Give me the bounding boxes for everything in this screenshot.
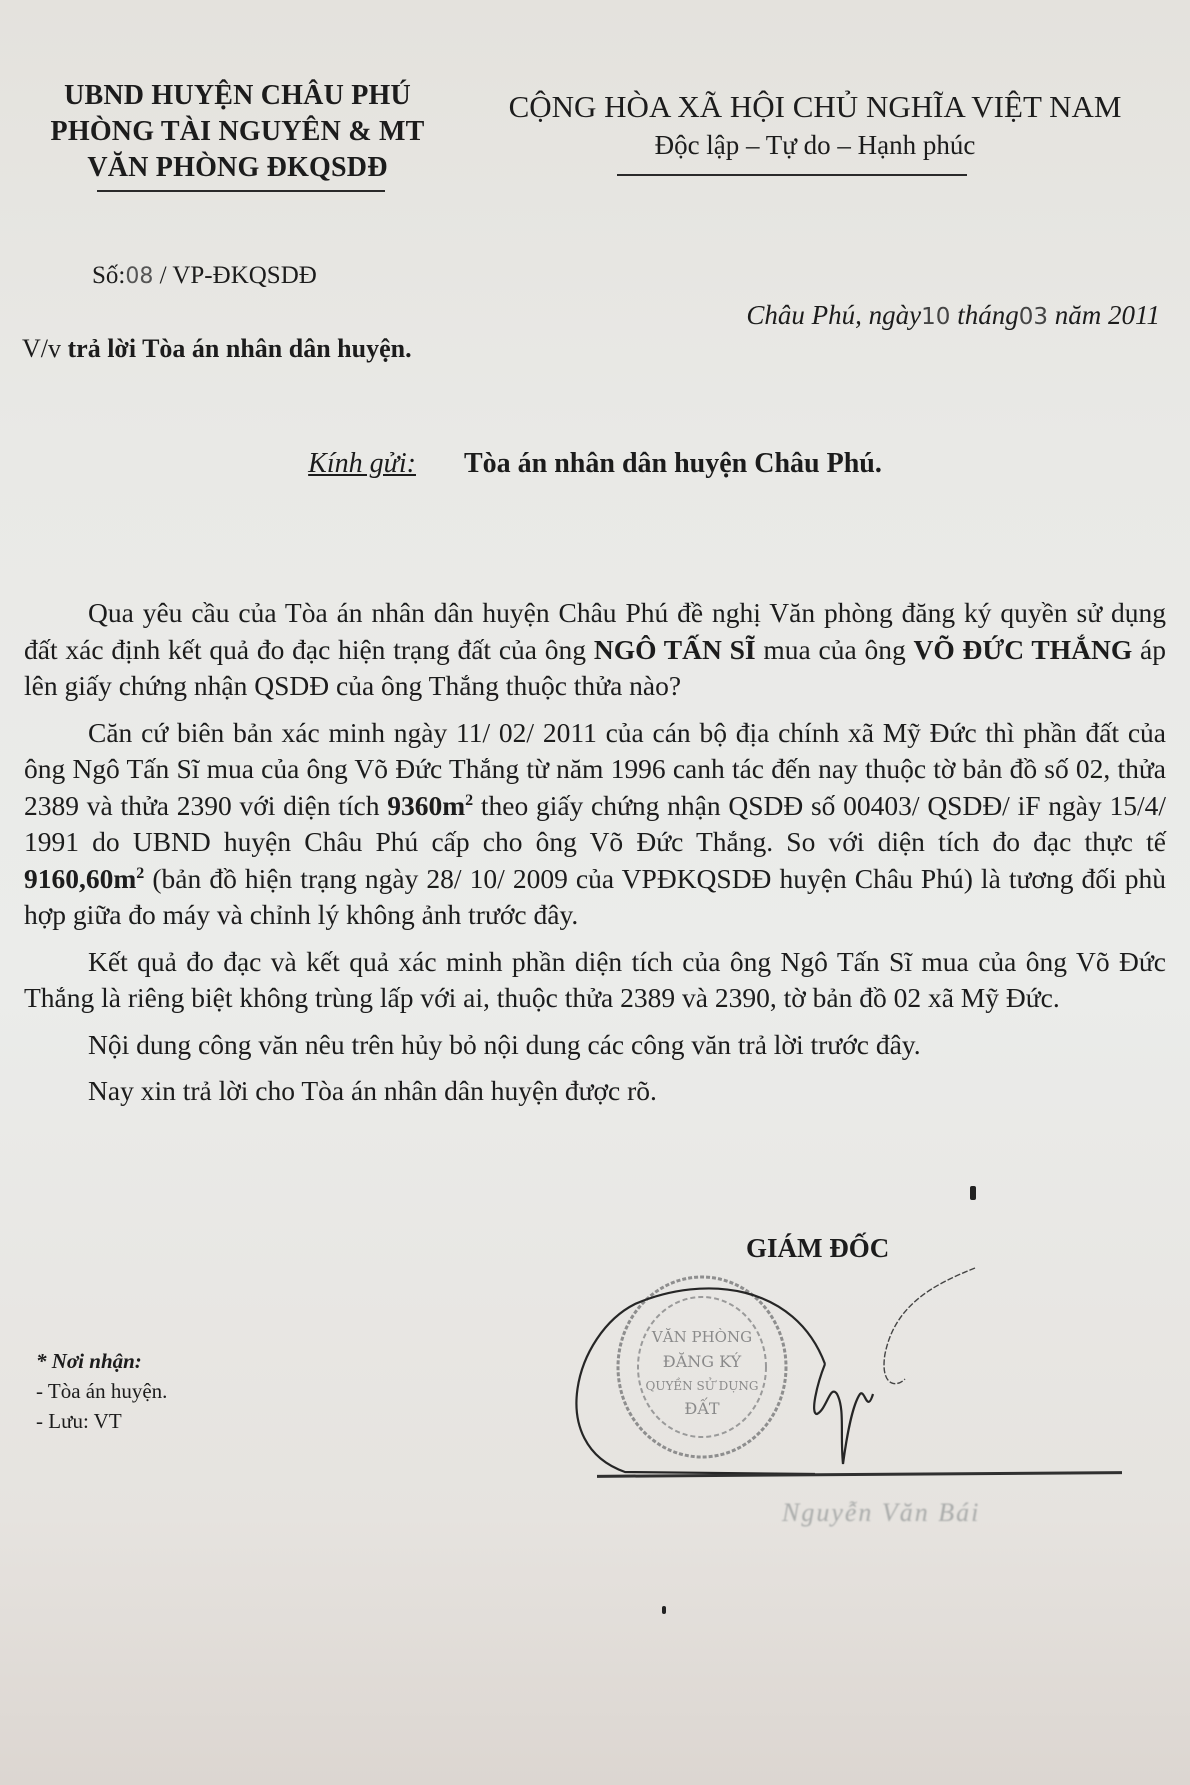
org-divider	[97, 190, 385, 192]
paragraph-cancel: Nội dung công văn nêu trên hủy bỏ nội dung các công văn trả lời trước đây.	[88, 1028, 921, 1060]
document-number-suffix: / VP-ĐKQSDĐ	[159, 262, 317, 289]
buyer-name: NGÔ TẤN SĨ	[593, 633, 756, 665]
org-line-department: PHÒNG TÀI NGUYÊN & MT	[50, 116, 425, 147]
greeting-label: Kính gửi:	[308, 448, 416, 479]
document-number	[92, 262, 317, 290]
document-date	[746, 300, 1160, 331]
national-title: CỘNG HÒA XÃ HỘI CHỦ NGHĨA VIỆT NAM	[508, 89, 1122, 124]
svg-text:ĐẤT: ĐẤT	[684, 1399, 720, 1418]
date-place: Châu Phú, ngày	[746, 300, 922, 330]
greeting-recipient: Tòa án nhân dân huyện Châu Phú.	[463, 448, 882, 479]
handwritten-signature	[555, 1244, 1015, 1494]
recipient-item: - Lưu: VT	[36, 1409, 122, 1433]
document-number-prefix: Số:	[92, 262, 126, 289]
date-year: năm 2011	[1054, 300, 1160, 330]
paragraph-basis: Căn cứ biên bản xác minh ngày 11/ 02/ 2011 của cán bộ địa chính xã Mỹ Đức thì phần đất của ông Ngô Tấn Sĩ mua của ông Võ Đức Thắng từ năm 1996 canh tác đến nay thuộc tờ bản đồ số 02, thửa 2389 và thửa 2390 với diện tích $9360m^2$ theo giấy chứng nhận QSDĐ số 00403/ QSDĐ/ iF ngày 15/4/ 1991 do UBND huyện Châu Phú cấp cho ông Võ Đức Thắng. So với diện tích đo đạc thực tế $9160,60m^2$ (bản đồ hiện trạng ngày 28/ 10/ 2009 của VPĐKQSDĐ huyện Châu Phú) là tương đối phù hợp giữa đo máy và chỉnh lý không ảnh trước đây.	[24, 716, 1166, 930]
svg-text:VĂN PHÒNG: VĂN PHÒNG	[651, 1328, 753, 1346]
ink-speck	[662, 1606, 666, 1614]
measured-area: $9160,60m^2$	[24, 862, 145, 894]
issuing-organization	[0, 78, 475, 186]
svg-text:ĐĂNG KÝ: ĐĂNG KÝ	[662, 1352, 742, 1371]
certified-area: $9360m^2$	[387, 789, 474, 821]
date-day: 10	[921, 304, 951, 330]
seller-name: VÕ ĐỨC THẮNG	[913, 633, 1133, 665]
recipients-list	[36, 1346, 167, 1436]
subject-lead: V/v	[22, 334, 61, 363]
signatory-title: GIÁM ĐỐC	[746, 1233, 890, 1263]
motto-divider	[617, 174, 967, 176]
national-motto: Độc lập – Tự do – Hạnh phúc	[654, 130, 976, 160]
paragraph-closing: Nay xin trả lời cho Tòa án nhân dân huyện được rõ.	[88, 1075, 657, 1106]
org-line-district: UBND HUYỆN CHÂU PHÚ	[64, 80, 411, 111]
date-month: 03	[1018, 304, 1048, 330]
paragraph-request: Qua yêu cầu của Tòa án nhân dân huyện Châu Phú đề nghị Văn phòng đăng ký quyền sử dụng đất xác định kết quả đo đạc hiện trạng đất của ông NGÔ TẤN SĨ mua của ông VÕ ĐỨC THẮNG áp lên giấy chứng nhận QSDĐ của ông Thắng thuộc thửa nào?	[24, 597, 1166, 701]
recipients-header: * Nơi nhận:	[36, 1349, 142, 1373]
recipient-item: - Tòa án huyện.	[36, 1379, 168, 1403]
ink-mark	[970, 1186, 976, 1200]
letter-body	[24, 595, 1166, 1120]
subject-text: trả lời Tòa án nhân dân huyện.	[67, 334, 412, 363]
date-month-label: tháng	[957, 300, 1019, 330]
document-number-handwritten: 08	[125, 264, 154, 289]
svg-text:QUYỀN SỬ DỤNG: QUYỀN SỬ DỤNG	[645, 1379, 759, 1393]
paragraph-result: Kết quả đo đạc và kết quả xác minh phần diện tích của ông Ngô Tấn Sĩ mua của ông Võ Đức Thắng là riêng biệt không trùng lấp với ai, thuộc thửa 2389 và 2390, tờ bản đồ 02 xã Mỹ Đức.	[24, 945, 1166, 1013]
subject-line	[22, 334, 412, 364]
org-line-office: VĂN PHÒNG ĐKQSDĐ	[87, 152, 388, 183]
signatory-name: Nguyễn Văn Bái	[782, 1498, 981, 1527]
greeting	[0, 448, 1190, 480]
